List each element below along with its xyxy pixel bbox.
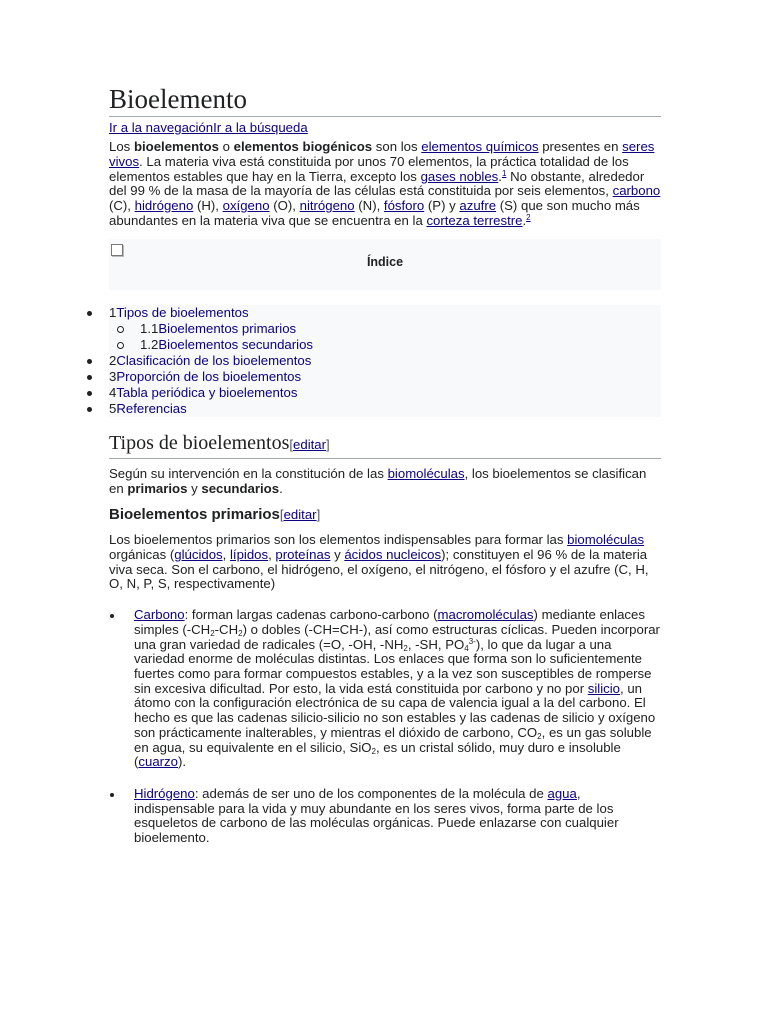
toc-item[interactable]: 4Tabla periódica y bioelementos bbox=[109, 385, 661, 401]
jump-to-search-link[interactable]: Ir a la búsqueda bbox=[213, 120, 308, 135]
reference-1[interactable]: 1 bbox=[501, 168, 507, 178]
subsection-heading-primarios: Bioelementos primarios[editar] bbox=[109, 506, 321, 524]
table-of-contents bbox=[109, 239, 661, 290]
link-hidrogeno-item[interactable]: Hidrógeno bbox=[134, 785, 195, 801]
link-oxigeno[interactable]: oxígeno bbox=[222, 198, 270, 214]
link-fosforo[interactable]: fósforo bbox=[383, 198, 425, 214]
edit-subsection-link: [editar] bbox=[279, 507, 321, 523]
toc-link-referencias[interactable]: Referencias bbox=[116, 401, 187, 417]
jump-links bbox=[109, 120, 661, 135]
toc-link-primarios[interactable]: Bioelementos primarios bbox=[158, 320, 297, 336]
edit-section-link: [editar] bbox=[289, 437, 330, 453]
link-acidos-nucleicos[interactable]: ácidos nucleicos bbox=[344, 546, 442, 562]
jump-to-navigation-link[interactable]: Ir a la navegación bbox=[109, 120, 214, 135]
reference-2[interactable]: 2 bbox=[526, 212, 531, 222]
section-tipos-paragraph: Según su intervención en la constitución de las biomoléculas, los bioelementos se clasifican en primarios y secundarios. bbox=[109, 466, 647, 497]
link-seres-vivos[interactable]: seres vivos bbox=[109, 139, 655, 169]
link-biomoleculas-2[interactable]: biomoléculas bbox=[567, 532, 645, 548]
toc-title: Índice bbox=[366, 254, 404, 269]
link-macromoleculas[interactable]: macromoléculas bbox=[437, 607, 534, 623]
intro-paragraph: Los bioelementos o elementos biogénicos son los elementos químicos presentes en seres vivos. La materia viva está constituida por unos 70 elementos, la práctica totalidad de los elementos estables que hay en la Tierra, excepto los gases nobles.$^1$ No obstante, alrededor del 99 % de la masa de la mayoría de las células está constituida por seis elementos, carbono (C), hidrógeno (H), oxígeno (O), nitrógeno (N), fósforo (P) y azufre (S) que son mucho más abundantes en la materia viva que se encuentra en la corteza terrestre.$^2$ bbox=[109, 139, 661, 228]
toc-link-secundarios[interactable]: Bioelementos secundarios bbox=[158, 336, 314, 352]
link-azufre[interactable]: azufre bbox=[459, 198, 497, 214]
link-proteinas[interactable]: proteínas bbox=[275, 546, 331, 562]
toc-link-proporcion[interactable]: Proporción de los bioelementos bbox=[116, 369, 302, 385]
link-glucidos[interactable]: glúcidos bbox=[174, 546, 223, 562]
toc-list bbox=[109, 305, 661, 418]
list-item-carbono: Carbono: forman largas cadenas carbono-carbono (macromoléculas) mediante enlaces simples $(-CH_2-CH_2)$ o dobles (-CH=CH-), así como estructuras cíclicas. Pueden incorporar una gran variedad de radicales (=O, -OH, $-NH_2$, -SH, $PO_4^{3-}$), lo que da lugar a una variedad enorme de moléculas distintas. Los enlaces que forma son lo suficientemente fuertes como para formar compuestos estables, y a la vez son susceptibles de romperse sin excesiva dificultad. Por esto, la vida está constituida por carbono y no por silicio, un átomo con la configuración electrónica de su capa de valencia igual a la del carbono. El hecho es que las cadenas silicio-silicio no son estables y las cadenas de silicio y oxígeno son prácticamente inalterables, y mientras el dióxido de carbono, $CO_2$, es un gas soluble en agua, su equivalente en el silicio, SiO$_2$, es un cristal sólido, muy duro e insoluble (cuarzo). bbox=[109, 608, 661, 770]
link-silicio[interactable]: silicio bbox=[587, 680, 621, 696]
link-gases-nobles[interactable]: gases nobles bbox=[420, 168, 499, 184]
link-biomoleculas[interactable]: biomoléculas bbox=[387, 466, 465, 482]
list-item-hidrogeno: Hidrógeno: además de ser uno de los componentes de la molécula de agua, indispensable para la vida y muy abundante en los seres vivos, forma parte de los esqueletos de carbono de las moléculas orgánicas. Puede enlazarse con cualquier bioelemento. bbox=[109, 787, 661, 846]
toc-item[interactable]: 3Proporción de los bioelementos bbox=[109, 369, 661, 385]
link-carbono-item[interactable]: Carbono bbox=[134, 607, 185, 623]
link-hidrogeno[interactable]: hidrógeno bbox=[134, 198, 194, 214]
section-heading-tipos: Tipos de bioelementos[editar] bbox=[109, 430, 661, 459]
link-corteza-terrestre[interactable]: corteza terrestre bbox=[426, 212, 523, 228]
toc-link-tabla-periodica[interactable]: Tabla periódica y bioelementos bbox=[116, 385, 298, 401]
toc-item[interactable]: 5Referencias bbox=[109, 401, 661, 417]
toc-item[interactable]: 2Clasificación de los bioelementos bbox=[109, 353, 661, 369]
link-carbono[interactable]: carbono bbox=[612, 183, 661, 199]
link-lipidos[interactable]: lípidos bbox=[229, 546, 269, 562]
toc-item[interactable]: 1.1Bioelementos primarios bbox=[109, 321, 661, 337]
toc-link-clasificacion[interactable]: Clasificación de los bioelementos bbox=[116, 353, 312, 369]
page-title: Bioelemento bbox=[109, 82, 661, 117]
link-nitrogeno[interactable]: nitrógeno bbox=[299, 198, 355, 214]
link-cuarzo[interactable]: cuarzo bbox=[138, 754, 178, 770]
link-elementos-quimicos[interactable]: elementos químicos bbox=[421, 139, 539, 154]
article-content bbox=[109, 82, 661, 863]
toc-item[interactable]: 1.2Bioelementos secundarios bbox=[109, 337, 661, 353]
toc-link-tipos[interactable]: Tipos de bioelementos bbox=[116, 304, 249, 320]
primarios-paragraph: Los bioelementos primarios son los elementos indispensables para formar las biomoléculas orgánicas (glúcidos, lípidos, proteínas y ácidos nucleicos); constituyen el 96 % de la materia viva seca. Son el carbono, el hidrógeno, el oxígeno, el nitrógeno, el fósforo y el azufre (C, H, O, N, P, S, respectivamente) bbox=[109, 532, 649, 592]
primary-elements-list bbox=[109, 608, 661, 846]
toc-item[interactable]: 1Tipos de bioelementos bbox=[109, 305, 661, 321]
link-agua[interactable]: agua bbox=[547, 785, 577, 801]
